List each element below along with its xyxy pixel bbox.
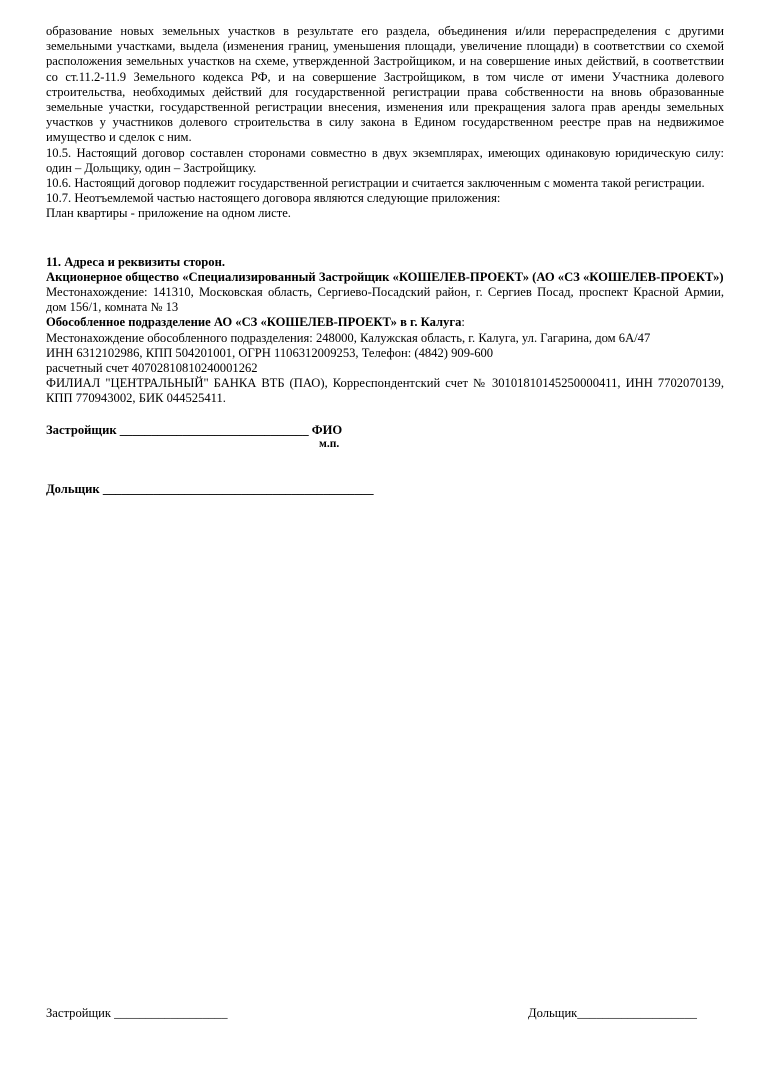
section-spacer xyxy=(46,222,724,255)
paragraph-10-7: 10.7. Неотъемлемой частью настоящего договора являются следующие приложения: xyxy=(46,191,501,206)
company-name: Акционерное общество «Специализированный Застройщик «КОШЕЛЕВ-ПРОЕКТ» (АО «СЗ «КОШЕЛЕВ-ПРОЕКТ») xyxy=(46,269,724,284)
paragraph-10-6: 10.6. Настоящий договор подлежит государственной регистрации и считается заключенным с момента такой регистрации. xyxy=(46,176,705,191)
branch-title: Обособленное подразделение АО «СЗ «КОШЕЛЕВ-ПРОЕКТ» в г. Калуга xyxy=(46,315,462,330)
footer-shareholder-signature: Дольщик___________________ xyxy=(528,1006,697,1020)
account-line: расчетный счет 40702810810240001262 xyxy=(46,361,258,376)
branch-location: Местонахождение обособленного подразделения: 248000, Калужская область, г. Калуга, ул. Гагарина, дом 6А/47 xyxy=(46,330,651,345)
bank-details: ФИЛИАЛ "ЦЕНТРАЛЬНЫЙ" БАНКА ВТБ (ПАО), Корреспондентский счет № 30101810145250000411, ИНН 7702070139, КПП 770943002, БИК 044525411. xyxy=(46,376,724,406)
paragraph-intro-continuation: образование новых земельных участков в результате его раздела, объединения и/или перераспределения с другими земельными участками, выдела (изменения границ, уменьшения площади, увеличение площади) в соответствии со схемой расположения земельных участков на схеме, утвержденной Застройщиком, и на совершение иных действий, в соответствии со ст.11.2-11.9 Земельного кодекса РФ, и на совершение Застройщиком, в том числе от имени Участника долевого строительства, необходимых действий для государственной регистрации права собственности на вновь образованные земельные участки, государственной регистрации внесения, изменения или прекращения залога прав аренды земельных участков у участников долевого строительства в силу закона в Едином государственном реестре прав на недвижимое имущество и сделок с ним. xyxy=(46,24,724,145)
company-location: Местонахождение: 141310, Московская область, Сергиево-Посадский район, г. Сергиев Посад, проспект Красной Армии, дом 156/1, комната № 13 xyxy=(46,285,724,315)
footer-developer-signature: Застройщик __________________ xyxy=(46,1006,228,1020)
paragraph-10-5: 10.5. Настоящий договор составлен сторонами совместно в двух экземплярах, имеющих одинаковую юридическую силу: один – Дольщику, один – Застройщику. xyxy=(46,145,724,175)
section-11-title: 11. Адреса и реквизиты сторон. xyxy=(46,254,226,269)
signature-spacer xyxy=(46,451,724,482)
shareholder-signature-line: Дольщик ___________________________________________ xyxy=(46,481,374,496)
branch-heading xyxy=(46,315,724,330)
developer-signature-block xyxy=(46,423,724,451)
document-page xyxy=(46,24,724,497)
attachment-line: План квартиры - приложение на одном листе. xyxy=(46,206,291,221)
branch-colon: : xyxy=(461,315,465,330)
developer-signature-line: Застройщик ______________________________ ФИО xyxy=(46,422,343,437)
inn-line: ИНН 6312102986, КПП 504201001, ОГРН 1106312009253, Телефон: (4842) 909-600 xyxy=(46,345,494,360)
stamp-label: м.п. xyxy=(319,437,340,450)
